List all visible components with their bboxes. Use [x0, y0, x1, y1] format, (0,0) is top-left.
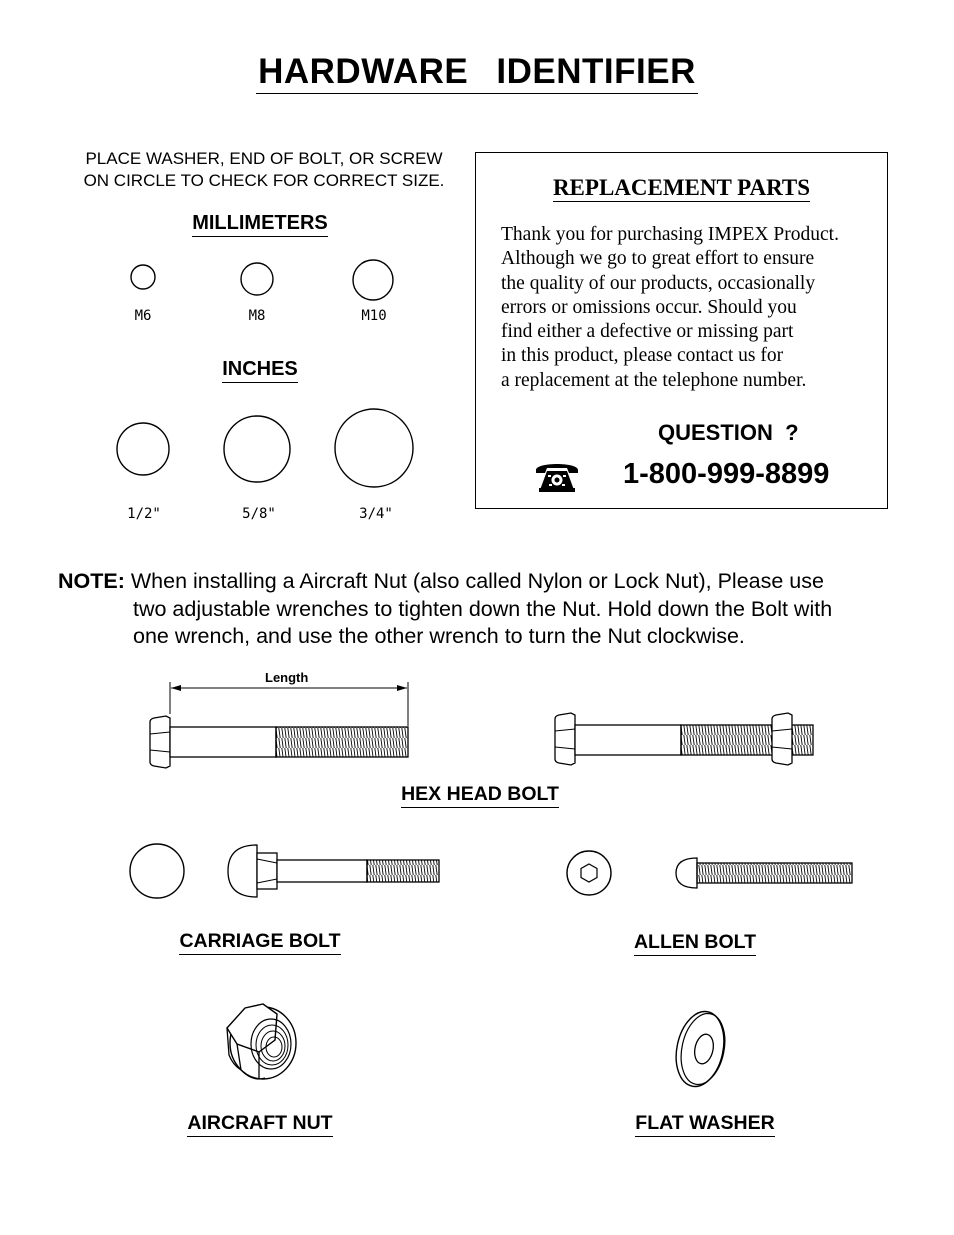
question-label: QUESTION ? [658, 420, 799, 445]
size-label-m6: M6 [134, 308, 152, 324]
hex-socket-icon [581, 864, 597, 882]
replacement-parts-title: REPLACEMENT PARTS [552, 175, 811, 200]
aircraft-nut-label: AIRCRAFT NUT [140, 1112, 380, 1135]
circle-m10 [353, 260, 393, 300]
flat-washer-drawing [670, 1005, 730, 1093]
message-line: find either a defective or missing part [501, 321, 794, 343]
carriage-bolt-label: CARRIAGE BOLT [140, 930, 380, 953]
page-title [0, 52, 954, 92]
message-line: errors or omissions occur. Should you [501, 296, 797, 318]
replacement-parts-message [501, 223, 891, 393]
message-line: a replacement at the telephone number. [501, 369, 807, 391]
flat-washer-label: FLAT WASHER [590, 1112, 820, 1135]
carriage-bolt-head-circle [130, 844, 184, 898]
inch-size-circles [100, 400, 430, 500]
millimeters-heading: MILLIMETERS [160, 212, 360, 235]
circle-m6 [131, 265, 155, 289]
size-label-m8: M8 [248, 308, 266, 324]
note-line-3: one wrench, and use the other wrench to turn the Nut clockwise. [133, 624, 745, 648]
allen-bolt-drawing [560, 845, 860, 905]
hex-head-bolt-with-nut [545, 705, 825, 777]
hex-head-bolt-with-length [140, 678, 430, 778]
message-line: Thank you for purchasing IMPEX Product. [501, 224, 839, 245]
size-label-three-quarter-inch: 3/4" [359, 506, 393, 522]
instructions-line-2: ON CIRCLE TO CHECK FOR CORRECT SIZE. [83, 171, 445, 190]
note-line-2: two adjustable wrenches to tighten down the Nut. Hold down the Bolt with [133, 596, 833, 621]
size-label-five-eighths-inch: 5/8" [242, 506, 276, 522]
size-label-m10: M10 [361, 308, 387, 324]
page-title-text: HARDWARE IDENTIFIER [256, 52, 698, 94]
carriage-bolt-drawing [120, 835, 450, 910]
aircraft-nut-note [58, 568, 918, 651]
instructions-line-1: PLACE WASHER, END OF BOLT, OR SCREW [85, 149, 443, 168]
millimeter-size-circles [100, 250, 420, 310]
circle-half-inch [117, 423, 169, 475]
size-check-instructions [60, 148, 468, 192]
message-line: in this product, please contact us for [501, 345, 784, 367]
circle-five-eighths-inch [224, 416, 290, 482]
phone-number: 1-800-999-8899 [623, 458, 830, 490]
circle-m8 [241, 263, 273, 295]
allen-bolt-label: ALLEN BOLT [580, 931, 810, 954]
hex-head-bolt-label: HEX HEAD BOLT [340, 783, 620, 806]
aircraft-nut-drawing [215, 1000, 305, 1085]
circle-three-quarter-inch [335, 409, 413, 487]
telephone-icon [533, 458, 581, 494]
inches-heading: INCHES [160, 358, 360, 381]
message-line: Although we go to great effort to ensure [501, 248, 815, 270]
note-line-1: When installing a Aircraft Nut (also called Nylon or Lock Nut), Please use [124, 569, 824, 593]
length-dimension-label: Length [265, 670, 309, 685]
replacement-parts-box [475, 152, 888, 509]
size-label-half-inch: 1/2" [127, 506, 161, 522]
note-label: NOTE: [58, 569, 125, 593]
message-line: the quality of our products, occasionally [501, 272, 816, 294]
allen-bolt-head-circle [567, 851, 611, 895]
